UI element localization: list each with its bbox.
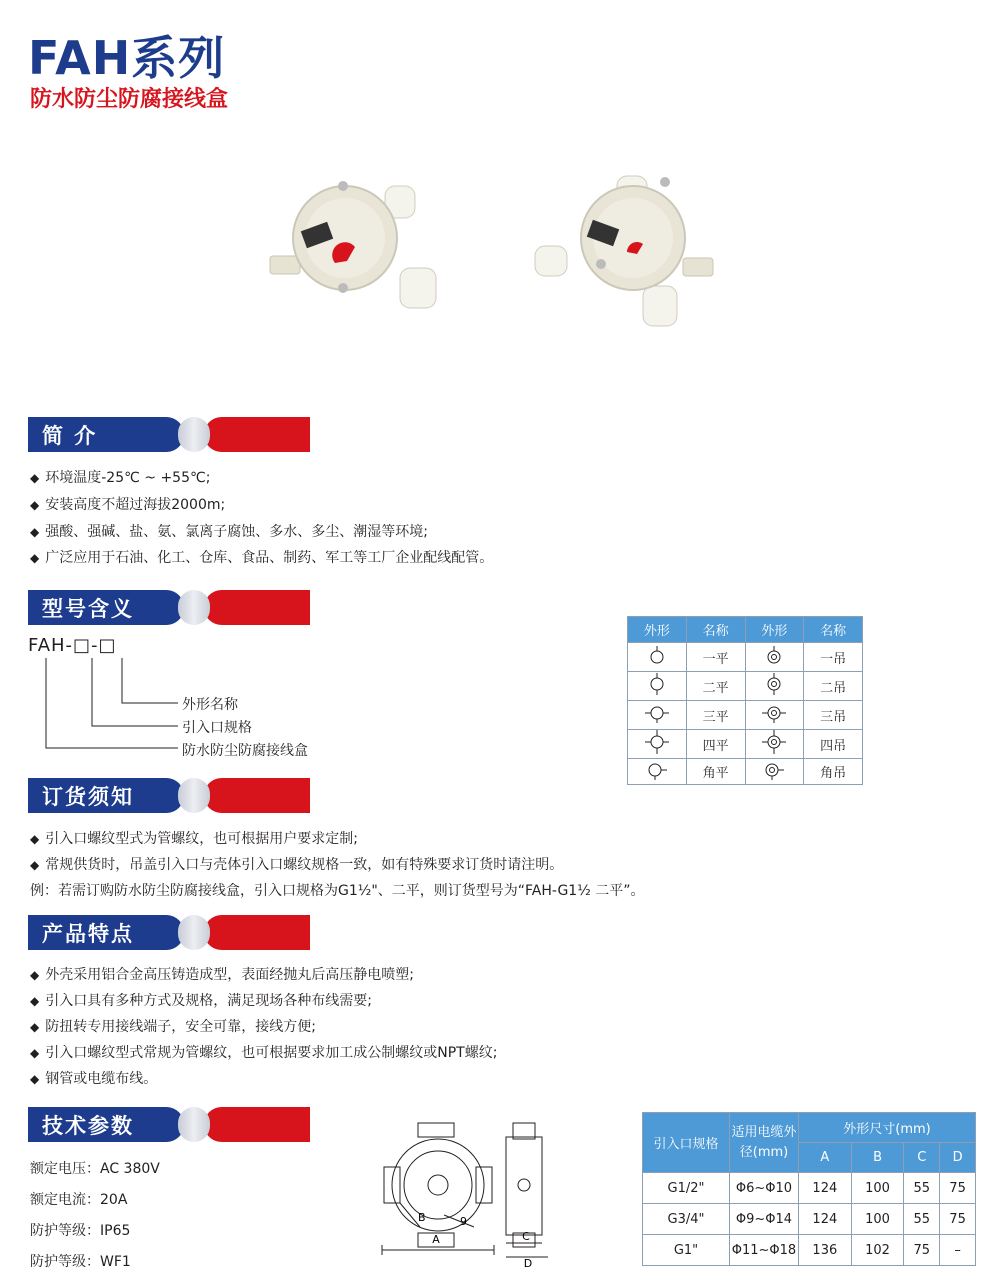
diamond-bullet-icon: ◆ (30, 1046, 40, 1060)
diamond-bullet-icon: ◆ (30, 1072, 40, 1086)
legend-shape-name: 外形名称 (182, 697, 238, 713)
page-title: FAH系列 (28, 31, 226, 85)
shape-symbol-icon (745, 672, 804, 701)
section-label: 产品特点 (42, 922, 134, 946)
shape-symbol-icon (745, 759, 804, 785)
table-header: 引入口规格 (643, 1113, 730, 1173)
shape-symbol-icon (628, 759, 687, 785)
dimensions-table (642, 1112, 976, 1266)
dimension-drawing (378, 1115, 573, 1273)
shape-symbol-icon (628, 672, 687, 701)
dim-label-9: 9 (460, 1215, 467, 1228)
dim-label-b: B (418, 1211, 426, 1224)
shape-symbol-icon (745, 701, 804, 730)
list-item: ◆ 钢管或电缆布线。 (30, 1071, 158, 1087)
page-subtitle: 防水防尘防腐接线盒 (30, 87, 229, 112)
list-item: ◆ 强酸、强碱、盐、氨、氯离子腐蚀、多水、多尘、潮湿等环境; (30, 524, 428, 540)
table-row: 三平 三吊 (628, 701, 863, 730)
diamond-bullet-icon: ◆ (30, 471, 40, 485)
table-row: G1" Φ11~Φ18 136 102 75 – (643, 1235, 976, 1266)
table-header: 外形尺寸(mm) (799, 1113, 976, 1143)
section-label: 订货须知 (42, 785, 134, 809)
dim-label-d: D (523, 1257, 533, 1270)
dim-label-a: A (432, 1233, 440, 1246)
section-label: 技术参数 (42, 1114, 134, 1138)
spec-voltage: 额定电压：AC 380V (30, 1161, 160, 1177)
table-row: 角平 角吊 (628, 759, 863, 785)
diamond-bullet-icon: ◆ (30, 1020, 40, 1034)
diamond-bullet-icon: ◆ (30, 832, 40, 846)
table-row: 一平 一吊 (628, 643, 863, 672)
table-header: 外形 (628, 617, 687, 643)
spec-current: 额定电流：20A (30, 1192, 128, 1208)
table-row: 二平 二吊 (628, 672, 863, 701)
list-item: ◆ 引入口螺纹型式常规为管螺纹，也可根据要求加工成公制螺纹或NPT螺纹; (30, 1045, 498, 1061)
section-header-tech (28, 1107, 310, 1142)
product-photo (265, 168, 745, 338)
legend-inlet-spec: 引入口规格 (182, 720, 252, 736)
section-header-intro (28, 417, 310, 452)
diamond-bullet-icon: ◆ (30, 858, 40, 872)
spec-wf: 防护等级：WF1 (30, 1254, 131, 1270)
junction-box-1 (270, 181, 436, 308)
list-item: ◆ 环境温度-25℃ ~ +55℃; (30, 470, 211, 486)
table-header: 名称 (804, 617, 863, 643)
model-code: FAH-□-□ (28, 635, 117, 656)
junction-box-2 (535, 176, 713, 326)
table-header: C (904, 1143, 940, 1173)
section-header-features (28, 915, 310, 950)
shape-symbol-icon (745, 730, 804, 759)
diamond-bullet-icon: ◆ (30, 994, 40, 1008)
table-header: 名称 (686, 617, 745, 643)
legend-product-name: 防水防尘防腐接线盒 (182, 743, 308, 759)
shape-symbol-icon (628, 701, 687, 730)
shape-symbol-icon (745, 643, 804, 672)
table-header: 外形 (745, 617, 804, 643)
list-item: ◆ 引入口螺纹型式为管螺纹，也可根据用户要求定制; (30, 831, 358, 847)
table-header: 适用电缆外径(mm) (730, 1113, 799, 1173)
list-item: ◆ 外壳采用铝合金高压铸造成型，表面经抛丸后高压静电喷塑; (30, 967, 414, 983)
table-row: G1/2" Φ6~Φ10 124 100 55 75 (643, 1173, 976, 1204)
table-header: D (940, 1143, 976, 1173)
table-header: A (799, 1143, 852, 1173)
table-row: G3/4" Φ9~Φ14 124 100 55 75 (643, 1204, 976, 1235)
section-header-model (28, 590, 310, 625)
dim-label-c: C (522, 1230, 530, 1243)
table-row: 四平 四吊 (628, 730, 863, 759)
diamond-bullet-icon: ◆ (30, 525, 40, 539)
list-item: ◆ 防扭转专用接线端子，安全可靠，接线方便; (30, 1019, 316, 1035)
shape-symbol-icon (628, 643, 687, 672)
list-item: ◆ 引入口具有多种方式及规格，满足现场各种布线需要; (30, 993, 372, 1009)
model-legend-lines (30, 656, 190, 756)
list-item: ◆ 常规供货时，吊盖引入口与壳体引入口螺纹规格一致，如有特殊要求订货时请注明。 (30, 857, 564, 873)
list-item: ◆ 安装高度不超过海拔2000m; (30, 497, 226, 513)
section-header-order (28, 778, 310, 813)
section-label: 型号含义 (42, 597, 134, 621)
shape-table (627, 616, 863, 785)
section-label: 简 介 (42, 424, 98, 448)
diamond-bullet-icon: ◆ (30, 498, 40, 512)
table-header: B (851, 1143, 904, 1173)
shape-symbol-icon (628, 730, 687, 759)
order-example: 例：若需订购防水防尘防腐接线盒，引入口规格为G1½"、二平，则订货型号为“FAH-G1½ 二平”。 (30, 883, 645, 899)
list-item: ◆ 广泛应用于石油、化工、仓库、食品、制药、军工等工厂企业配线配管。 (30, 550, 494, 566)
spec-ip: 防护等级：IP65 (30, 1223, 131, 1239)
diamond-bullet-icon: ◆ (30, 551, 40, 565)
diamond-bullet-icon: ◆ (30, 968, 40, 982)
